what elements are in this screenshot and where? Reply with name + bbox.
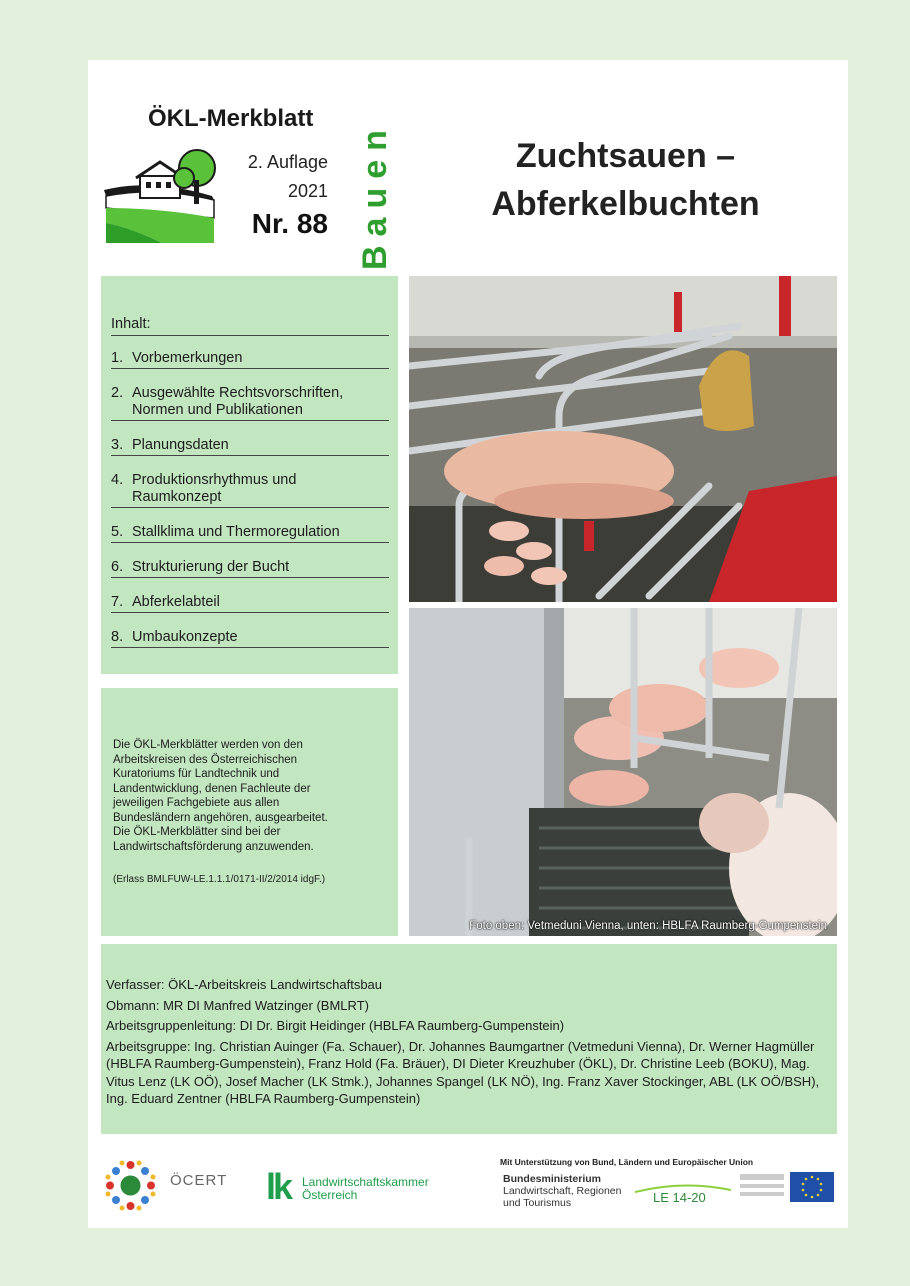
series-title: ÖKL-Merkblatt (148, 105, 314, 132)
okl-circle-logo-icon (103, 1158, 158, 1213)
credits-panel (101, 944, 837, 1134)
contents-heading: Inhalt: (111, 316, 389, 336)
info-panel (101, 688, 398, 936)
category-label (354, 70, 398, 280)
contents-list (111, 348, 389, 662)
contents-item[interactable]: 7. Abferkelabteil (111, 592, 389, 613)
eu-flag-icon (736, 1170, 836, 1204)
decree-reference: (Erlass BMLFUW-LE.1.1.1/0171-II/2/2014 idgF.) (113, 874, 326, 885)
farm-logo-icon (102, 148, 222, 243)
contents-item[interactable]: 1. Vorbemerkungen (111, 348, 389, 369)
ministry-logo (503, 1173, 633, 1209)
oecert-logo: ÖCERT (170, 1172, 228, 1189)
lk-logo (266, 1168, 436, 1208)
main-title (433, 132, 818, 228)
svg-text:Bauen: Bauen (356, 121, 394, 270)
photo-farrowing-pen-top (409, 276, 837, 602)
lk-name: Landwirtschaftskammer Österreich (302, 1175, 429, 1202)
year: 2021 (287, 181, 328, 201)
support-text: Mit Unterstützung von Bund, Ländern und Europäischer Union (500, 1157, 754, 1167)
contents-item[interactable]: 4. Produktionsrhythmus und Raumkonzept (111, 470, 389, 508)
working-group-line: Arbeitsgruppe: Ing. Christian Auinger (Fa. Schauer), Dr. Johannes Baumgartner (Vetmeduni Vienna), Dr. Werner Hagmüller (HBLFA Raumberg-Gumpenstein), Franz Hold (Fa. Bräuer), DI Dieter Kreuzhuber (ÖKL), Dr. Christine Leeb (BOKU), Mag. Vitus Lenz (LK OÖ), Josef Macher (LK Stmk.), Johannes Spangel (LK NÖ), Ing. Franz Xaver Stockinger, ABL (LK OÖ/BSH), Ing. Eduard Zentner (HBLFA Raumberg-Gumpenstein) (106, 1038, 820, 1106)
svg-text:LE 14-20: LE 14-20 (653, 1190, 706, 1205)
author-line: Verfasser: ÖKL-Arbeitskreis Landwirtschaftsbau (106, 977, 383, 992)
le-14-20-logo-icon (633, 1172, 733, 1206)
info-text: Die ÖKL-Merkblätter werden von den Arbeitskreisen des Österreichischen Kuratoriums für Landtechnik und Landentwicklung, denen Fachleute der jeweiligen Fachgebiete aus allen Bundesländern angehören, ausgearbeitet. Die ÖKL-Merkblätter sind bei der Landwirtschaftsförderung anzuwenden. (113, 739, 328, 853)
ministry-line-2: Landwirtschaft, Regionen und Tourismus (503, 1185, 622, 1209)
lk-mark: lk (266, 1166, 291, 1207)
contents-item[interactable]: 5. Stallklima und Thermoregulation (111, 522, 389, 543)
contents-item[interactable]: 2. Ausgewählte Rechtsvorschriften, Normen und Publikationen (111, 383, 389, 421)
chair-line: Obmann: MR DI Manfred Watzinger (BMLRT) (106, 997, 369, 1013)
photo-credit: Foto oben: Vetmeduni Vienna, unten: HBLFA Raumberg-Gumpenstein (469, 920, 827, 932)
edition: 2. Auflage (247, 152, 328, 172)
sow-with-piglets-image (409, 276, 837, 602)
photo-farrowing-pen-bottom (409, 608, 837, 936)
piglets-in-pen-image (409, 608, 837, 936)
title-line-1: Zuchtsauen – (515, 137, 736, 175)
contents-panel (101, 276, 398, 674)
ministry-line-1: Bundesministerium (503, 1173, 602, 1185)
contents-item[interactable]: 6. Strukturierung der Bucht (111, 557, 389, 578)
edition-info (238, 148, 328, 206)
contents-item[interactable]: 8. Umbaukonzepte (111, 627, 389, 648)
contents-item[interactable]: 3. Planungsdaten (111, 435, 389, 456)
leaflet-number: Nr. 88 (251, 208, 328, 239)
leaflet-page (88, 60, 848, 1228)
lead-line: Arbeitsgruppenleitung: DI Dr. Birgit Heidinger (HBLFA Raumberg-Gumpenstein) (106, 1018, 565, 1033)
title-line-2: Abferkelbuchten (491, 185, 760, 223)
